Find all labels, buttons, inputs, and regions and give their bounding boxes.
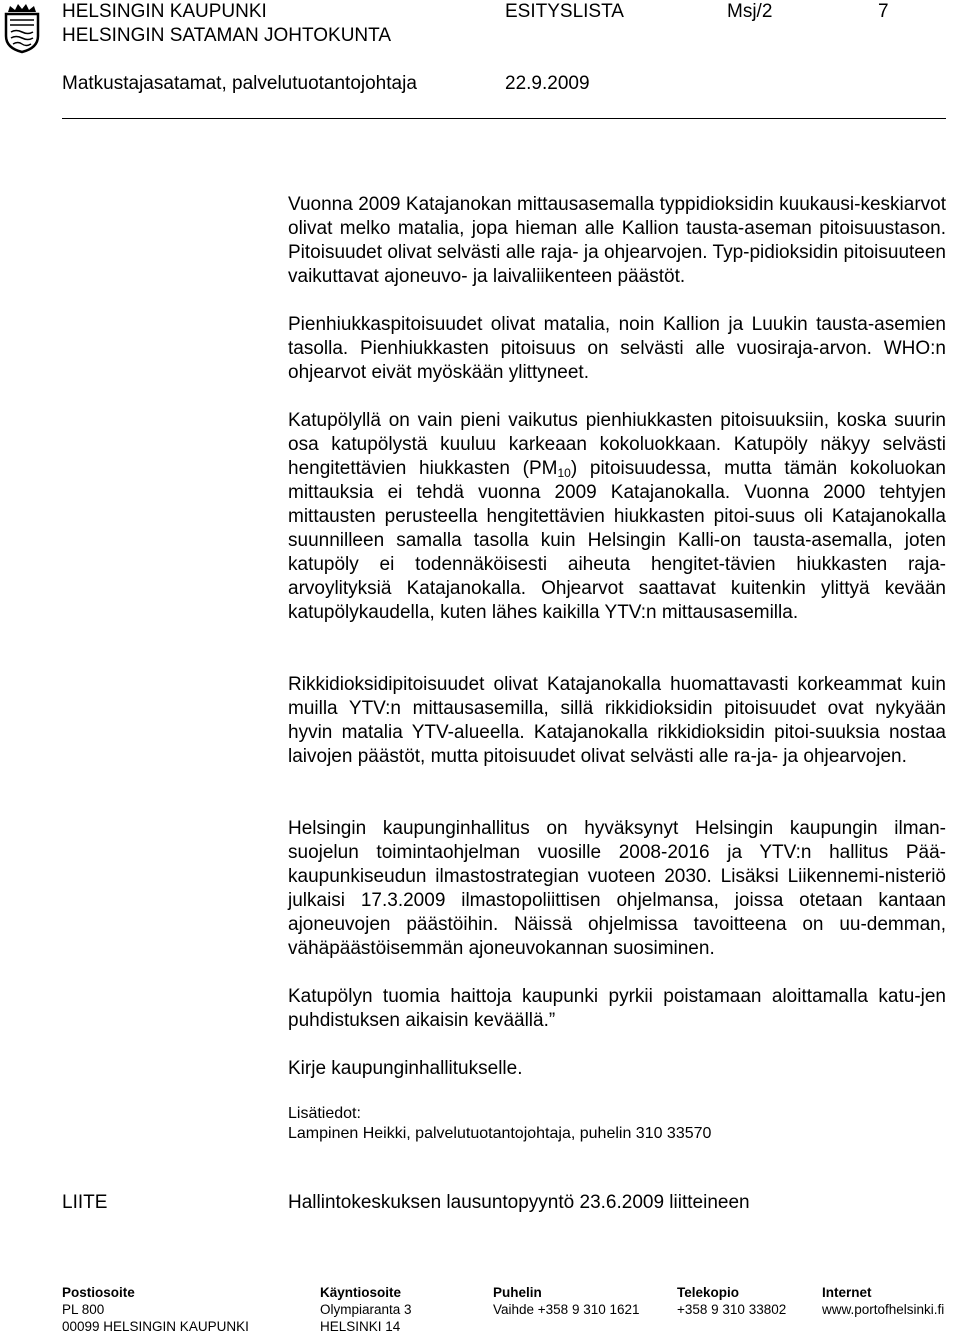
footer-fax-line-1: +358 9 310 33802 <box>677 1302 787 1317</box>
footer-fax-label: Telekopio <box>677 1285 740 1300</box>
footer-fax <box>677 1284 786 1318</box>
footer-web-label: Internet <box>822 1285 872 1300</box>
footer-web <box>822 1284 944 1318</box>
paragraph-no2-text: Vuonna 2009 Katajanokan mittausasemalla typpidioksidin kuukausi-keskiarvot olivat melko matalia, jopa hieman alle Kallion tausta-aseman pitoisuustason. Pitoisuudet olivat selvästi alle raja- ja ohjearvojen. Typ-pidioksidin pitoisuuteen vaikuttavat ajoneuvo- ja laivaliikenteen päästöt. <box>288 194 946 287</box>
paragraph-letter-text: Kirje kaupunginhallitukselle. <box>288 1058 523 1079</box>
header-city: HELSINGIN KAUPUNKI <box>62 1 267 22</box>
contact-person: Lampinen Heikki, palvelutuotantojohtaja, puhelin 310 33570 <box>288 1125 712 1142</box>
paragraph-so2 <box>288 673 946 769</box>
paragraph-no2 <box>288 193 946 289</box>
paragraph-so2-text: Rikkidioksidipitoisuudet olivat Katajanokalla huomattavasti korkeammat kuin muilla YTV:n mittausasemilla, sillä rikkidioksidin pitoisuudet ovat nykyään hyvin matalia YTV-alueella. Katajanokalla rikkidioksidin pitoi-suuksia nostaa laivojen päästöt, mutta pitoisuudet olivat selvästi alle ra-ja- ja ohjearvojen. <box>288 674 946 767</box>
footer-visit-line-2: HELSINKI 14 <box>320 1319 401 1334</box>
paragraph-street-cleaning-text: Katupölyn tuomia haittoja kaupunki pyrkii poistamaan aloittamalla katu-jen puhdistuksen aikaisin keväällä.” <box>288 986 946 1031</box>
paragraph-particles <box>288 313 946 385</box>
header-divider <box>62 118 946 119</box>
footer-visit <box>320 1284 412 1335</box>
paragraph-programmes <box>288 817 946 961</box>
footer-postal <box>62 1284 249 1335</box>
header-board: HELSINGIN SATAMAN JOHTOKUNTA <box>62 25 392 46</box>
footer-postal-label: Postiosoite <box>62 1285 135 1300</box>
header-section: Msj/2 <box>727 1 773 22</box>
paragraph-street-dust <box>288 409 946 625</box>
paragraph-particles-text: Pienhiukkaspitoisuudet olivat matalia, noin Kallion ja Luukin tausta-asemien tasolla. Pienhiukkasten pitoisuus on selvästi alle vuosiraja-arvon. WHO:n ohjearvot eivät myöskään ylittyneet. <box>288 314 946 383</box>
footer-web-link[interactable]: www.portofhelsinki.fi <box>822 1302 945 1317</box>
attachment-label: LIITE <box>62 1192 108 1213</box>
footer-phone-line-1: Vaihde +358 9 310 1621 <box>493 1302 640 1317</box>
attachment-text: Hallintokeskuksen lausuntopyyntö 23.6.2009 liitteineen <box>288 1192 750 1213</box>
footer-postal-line-2: 00099 HELSINGIN KAUPUNKI <box>62 1319 249 1334</box>
paragraph-programmes-text: Helsingin kaupunginhallitus on hyväksynyt Helsingin kaupungin ilman-suojelun toimintaohjelman vuosille 2008-2016 ja YTV:n hallitus Pää-kaupunkiseudun ilmastostrategian vuoteen 2030. Lisäksi Liikennemi-nisteriö julkaisi 17.3.2009 ilmastopoliittisen ohjelmansa, joissa otetaan kantaan ajoneuvojen päästöihin. Näissä ohjelmissa tavoitteena on uu-demman, vähäpäästöisemmän ajoneuvokannan suosiminen. <box>288 818 946 959</box>
header-page-number: 7 <box>878 1 889 22</box>
paragraph-street-dust-text: Katupölyllä on vain pieni vaikutus pienhiukkasten pitoisuuksiin, koska suurin osa katupölystä kuuluu karkeaan kokoluokkaan. Katupöly näkyy selvästi hengitettävien hiukkasten $(PM_{10})$ pitoisuudessa, mutta tämän kokoluokan mittauksia ei tehdä vuonna 2009 Katajanokalla. Vuonna 2000 tehtyjen mittausten perusteella hengitettävien hiukkasten pitoi-suus oli Katajanokalla suunnilleen samalla tasolla kuin Helsingin Kalli-on tausta-asemalla, joten katupöly ei todennäköisesti aiheuta hengitet-tävien hiukkasten raja-arvoylityksiä Katajanokalla. Ohjearvot saattavat kuitenkin ylittyä kevään katupölykaudella, kuten lähes kaikilla YTV:n mittausasemilla. <box>288 410 946 623</box>
paragraph-letter <box>288 1057 946 1081</box>
header-doc-type: ESITYSLISTA <box>505 1 624 22</box>
footer-phone-label: Puhelin <box>493 1285 542 1300</box>
header-date: 22.9.2009 <box>505 73 590 94</box>
footer-visit-label: Käyntiosoite <box>320 1285 402 1300</box>
footer-postal-line-1: PL 800 <box>62 1302 105 1317</box>
footer-visit-line-1: Olympiaranta 3 <box>320 1302 412 1317</box>
footer-phone <box>493 1284 640 1318</box>
paragraph-street-cleaning <box>288 985 946 1033</box>
header-presenter: Matkustajasatamat, palvelutuotantojohtaja <box>62 73 417 94</box>
helsinki-crest-icon <box>2 2 42 54</box>
contact-label: Lisätiedot: <box>288 1105 361 1122</box>
